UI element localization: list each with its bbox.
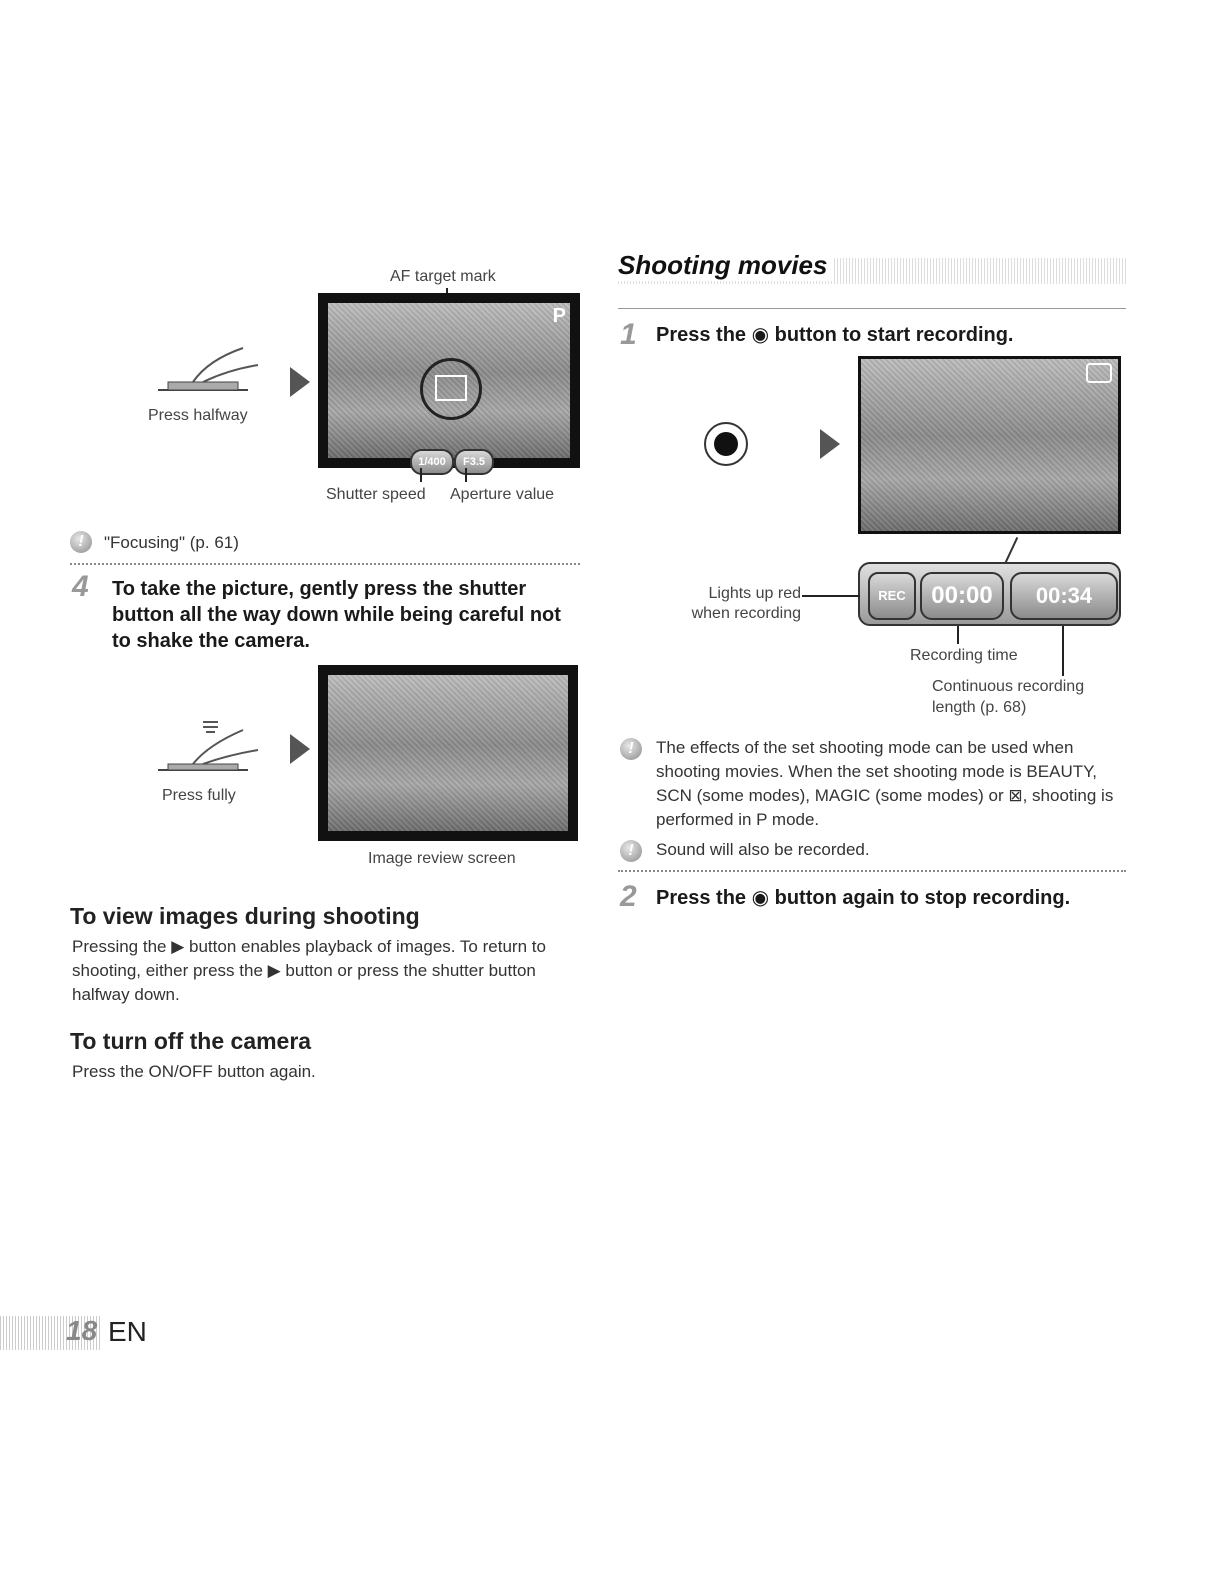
zoom-pointer xyxy=(1004,537,1018,565)
movie-lcd-screen xyxy=(858,356,1121,534)
continuous-length-label: Continuous recording length (p. 68) xyxy=(932,678,1085,716)
note-icon: ! xyxy=(620,738,642,760)
rec-indicator: REC xyxy=(868,572,916,620)
shutter-leader xyxy=(420,468,422,482)
lcd-focus-screen xyxy=(318,293,580,468)
af-target-mark xyxy=(420,358,482,420)
note-icon: ! xyxy=(620,840,642,862)
movie-mode-icon xyxy=(1086,363,1112,383)
aperture-value-label: Aperture value xyxy=(450,486,555,503)
press-halfway-label: Press halfway xyxy=(148,407,248,424)
sound-note: Sound will also be recorded. xyxy=(656,840,870,859)
shutter-speed-label: Shutter speed xyxy=(326,486,426,503)
divider xyxy=(70,563,580,565)
arrow-right-icon xyxy=(290,734,310,764)
mode-p-indicator: P xyxy=(552,305,566,327)
lights-leader xyxy=(802,595,860,597)
view-images-body: Pressing the ▶ button enables playback of images. To return to shooting, either press the ▶ button or press the shutter button halfway down. xyxy=(72,937,546,1004)
turn-off-body: Press the ON/OFF button again. xyxy=(72,1062,316,1081)
recording-time-leader xyxy=(957,626,959,644)
af-frame xyxy=(435,375,467,401)
continuous-leader xyxy=(1062,626,1064,676)
lights-up-label: Lights up red when recording xyxy=(691,585,801,622)
image-review-label: Image review screen xyxy=(368,850,516,867)
view-images-title: To view images during shooting xyxy=(70,903,420,929)
step-2-number: 2 xyxy=(620,880,637,913)
step-2-text: Press the ◉ button again to stop recording. xyxy=(656,887,1071,909)
image-review-screen xyxy=(318,665,578,841)
recording-time-label: Recording time xyxy=(910,647,1018,664)
shutter-speed-display: 1/400 xyxy=(410,449,454,475)
recording-status-panel xyxy=(858,562,1121,626)
aperture-display: F3.5 xyxy=(454,449,494,475)
arrow-right-icon xyxy=(820,429,840,459)
section-title: Shooting movies xyxy=(618,250,833,281)
section-rule xyxy=(618,308,1126,309)
focusing-note[interactable]: "Focusing" (p. 61) xyxy=(104,533,239,552)
step-1-number: 1 xyxy=(620,318,637,351)
aperture-leader xyxy=(465,468,467,482)
page-number: 18 xyxy=(66,1315,98,1346)
note-icon: ! xyxy=(70,531,92,553)
divider xyxy=(618,870,1126,872)
turn-off-title: To turn off the camera xyxy=(70,1028,312,1054)
record-dot-icon xyxy=(714,432,738,456)
record-button[interactable] xyxy=(704,422,748,466)
recording-time-display: 00:00 xyxy=(920,572,1004,620)
af-target-label: AF target mark xyxy=(390,268,496,285)
press-fully-illustration xyxy=(148,720,268,780)
press-fully-label: Press fully xyxy=(162,787,236,804)
step-4-text: To take the picture, gently press the shutter button all the way down while being careful not to shake the camera. xyxy=(112,578,561,652)
step-4-number: 4 xyxy=(72,570,89,603)
page-language: EN xyxy=(108,1316,147,1347)
step-1-text: Press the ◉ button to start recording. xyxy=(656,324,1014,346)
arrow-right-icon xyxy=(290,367,310,397)
shooting-mode-note: The effects of the set shooting mode can be used when shooting movies. When the set shooting mode is BEAUTY, SCN (some modes), MAGIC (some modes) or ⊠, shooting is performed in P mode. xyxy=(656,738,1114,829)
continuous-length-display: 00:34 xyxy=(1010,572,1118,620)
press-halfway-illustration xyxy=(148,340,268,400)
